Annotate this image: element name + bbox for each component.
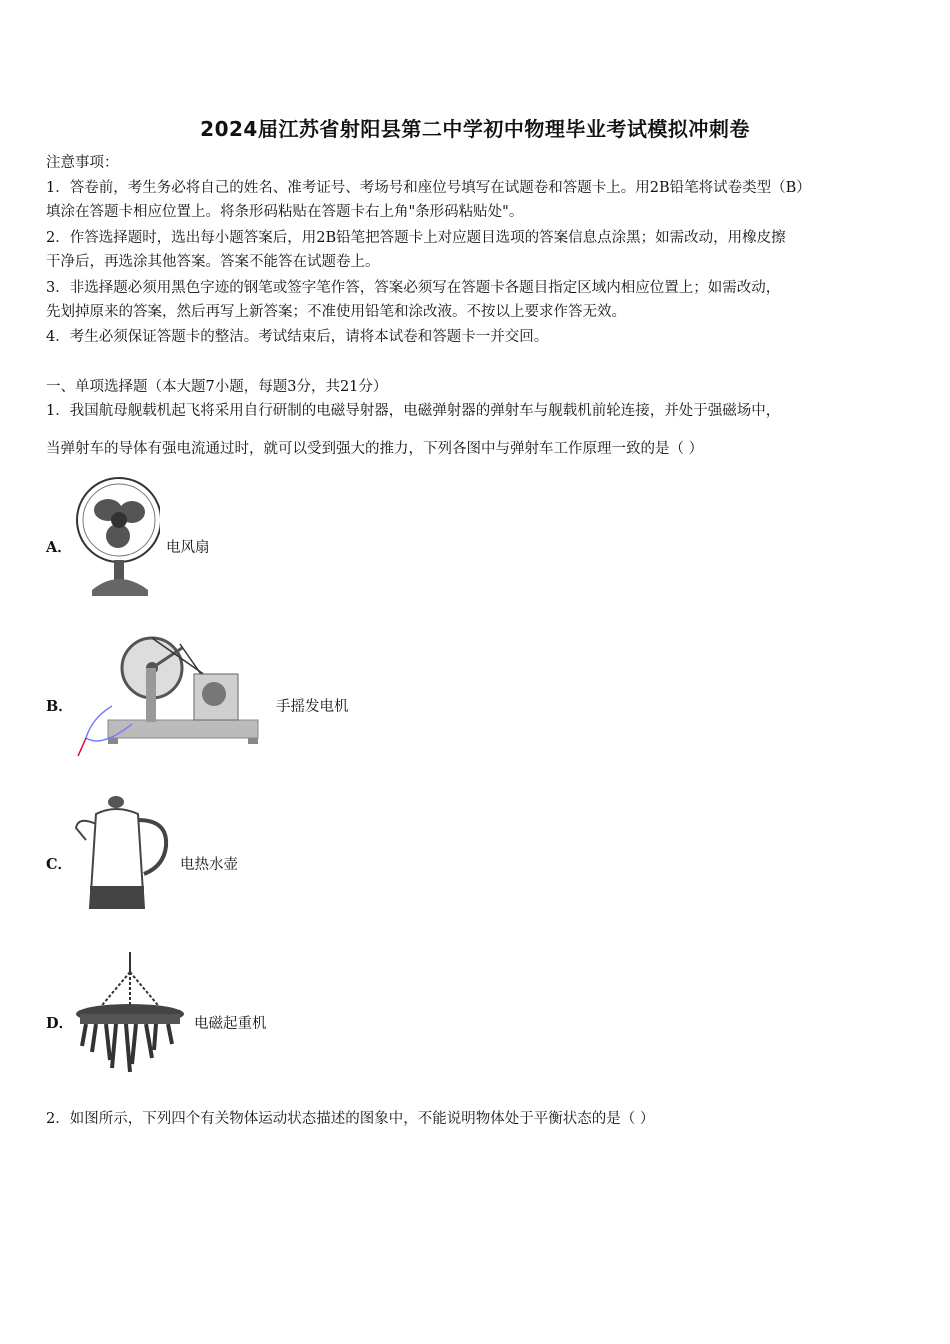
electromagnetic-crane-image [72, 950, 192, 1080]
option-b-letter: B． [46, 698, 73, 715]
notice-item-1-line-2: 填涂在答题卡相应位置上。将条形码粘贴在答题卡右上角"条形码粘贴处"。 [46, 204, 524, 220]
option-d-label: 电磁起重机 [194, 1016, 267, 1032]
option-a-letter: A． [46, 539, 72, 556]
section-heading: 一、单项选择题（本大题7小题，每题3分，共21分） [46, 379, 388, 395]
notice-item-4: 4．考生必须保证答题卡的整洁。考试结束后，请将本试卷和答题卡一并交回。 [46, 329, 549, 345]
electric-fan-image [74, 472, 160, 602]
notice-item-2-line-2: 干净后，再选涂其他答案。答案不能答在试题卷上。 [46, 254, 380, 270]
hand-crank-generator-image [72, 628, 268, 762]
notice-heading: 注意事项： [46, 155, 119, 171]
question-1-line-2: 当弹射车的导体有强电流通过时，就可以受到强大的推力，下列各图中与弹射车工作原理一致的是（ ） [46, 441, 704, 457]
question-1-line-1: 1．我国航母舰载机起飞将采用自行研制的电磁导射器，电磁弹射器的弹射车与舰载机前轮连接，并处于强磁场中， [46, 403, 781, 419]
option-d-letter: D． [46, 1015, 74, 1032]
notice-item-1-line-1: 1．答卷前，考生务必将自己的姓名、准考证号、考场号和座位号填写在试题卷和答题卡上。用2B铅笔将试卷类型（B） [46, 180, 811, 196]
page-title: 2024届江苏省射阳县第二中学初中物理毕业考试模拟冲刺卷 [200, 117, 750, 141]
option-c-letter: C． [46, 856, 73, 873]
question-2: 2．如图所示，下列四个有关物体运动状态描述的图象中，不能说明物体处于平衡状态的是（ ） [46, 1111, 655, 1127]
option-b-label: 手摇发电机 [276, 699, 349, 715]
option-a-label: 电风扇 [166, 540, 210, 556]
electric-kettle-image [72, 790, 176, 914]
notice-item-3-line-2: 先划掉原来的答案，然后再写上新答案；不准使用铅笔和涂改液。不按以上要求作答无效。 [46, 304, 626, 320]
option-c-label: 电热水壶 [180, 857, 238, 873]
notice-item-2-line-1: 2．作答选择题时，选出每小题答案后，用2B铅笔把答题卡上对应题目选项的答案信息点涂黑；如需改动，用橡皮擦 [46, 230, 786, 246]
notice-item-3-line-1: 3．非选择题必须用黑色字迹的钢笔或签字笔作答，答案必须写在答题卡各题目指定区域内相应位置上；如需改动， [46, 280, 781, 296]
